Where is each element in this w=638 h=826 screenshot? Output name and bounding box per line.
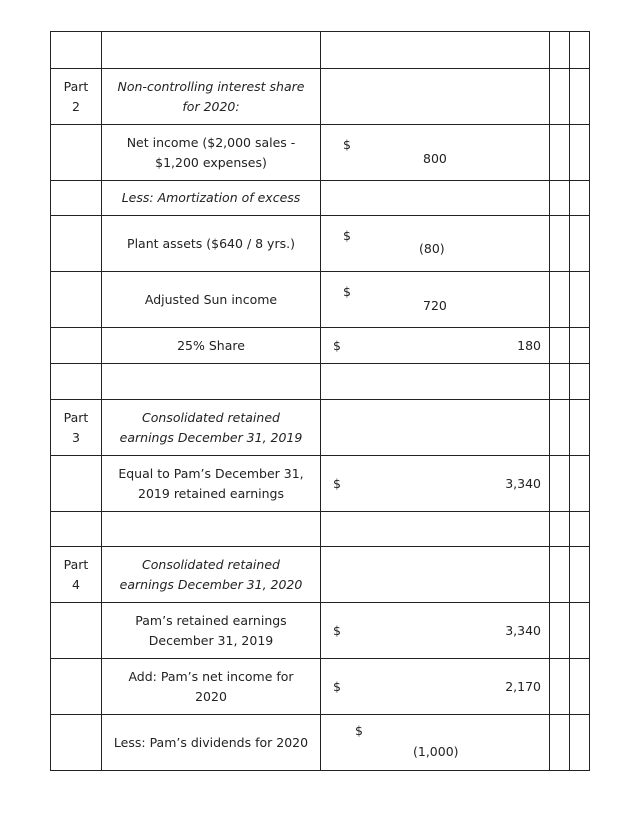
description-cell <box>102 125 321 181</box>
extra-column-cell <box>550 125 570 181</box>
part-cell <box>51 216 102 272</box>
part-cell <box>51 715 102 771</box>
extra-column-cell <box>550 32 570 69</box>
amount-cell <box>321 181 550 216</box>
table-row <box>51 512 590 547</box>
amount-value: 720 <box>423 298 447 313</box>
amount-cell <box>321 547 550 603</box>
amount-cell <box>321 272 550 328</box>
amount-cell <box>321 69 550 125</box>
section-heading-line-1: Consolidated retained <box>142 556 280 572</box>
part-label-line-1: Part <box>63 556 89 572</box>
description-cell: Less: Amortization of excess <box>102 181 321 216</box>
section-heading-line-1: Consolidated retained <box>142 409 280 425</box>
part-label-line-1: Part <box>63 78 89 94</box>
table-row <box>51 603 590 659</box>
table-row <box>51 328 590 364</box>
description-line-2: 2020 <box>195 688 227 704</box>
currency-symbol: $ <box>333 678 341 694</box>
amount-cell <box>321 364 550 400</box>
extra-column-cell <box>550 547 570 603</box>
extra-column-cell <box>570 216 590 272</box>
part-cell <box>51 32 102 69</box>
table-row <box>51 547 590 603</box>
description-cell: Less: Pam’s dividends for 2020 <box>102 715 321 771</box>
table-row <box>51 216 590 272</box>
extra-column-cell <box>570 456 590 512</box>
extra-column-cell <box>550 364 570 400</box>
amount-cell <box>321 125 550 181</box>
section-heading-line-1: Non-controlling interest share <box>117 78 305 94</box>
part-cell <box>51 181 102 216</box>
extra-column-cell <box>570 125 590 181</box>
extra-column-cell <box>550 328 570 364</box>
section-heading <box>102 400 321 456</box>
extra-column-cell <box>550 659 570 715</box>
part-cell <box>51 659 102 715</box>
currency-symbol: $ <box>333 622 341 638</box>
amount-value: 3,340 <box>505 622 541 638</box>
section-heading <box>102 547 321 603</box>
extra-column-cell <box>550 512 570 547</box>
description-line-2: December 31, 2019 <box>148 632 274 648</box>
description-cell <box>102 659 321 715</box>
description-line-1: Net income ($2,000 sales - <box>126 134 296 150</box>
description-line-1: Equal to Pam’s December 31, <box>118 465 304 481</box>
extra-column-cell <box>570 181 590 216</box>
amount-value: 800 <box>423 151 447 166</box>
currency-symbol: $ <box>333 337 341 353</box>
description-cell: Adjusted Sun income <box>102 272 321 328</box>
part-cell <box>51 272 102 328</box>
part-label-line-2: 4 <box>72 576 80 592</box>
description-cell <box>102 603 321 659</box>
part-cell <box>51 328 102 364</box>
extra-column-cell <box>570 328 590 364</box>
table-row <box>51 659 590 715</box>
extra-column-cell <box>550 715 570 771</box>
table-row <box>51 715 590 771</box>
amount-cell <box>321 715 550 771</box>
description-line-1: Add: Pam’s net income for <box>128 668 294 684</box>
table-row <box>51 272 590 328</box>
description-line-2: 2019 retained earnings <box>138 485 284 501</box>
part-cell <box>51 512 102 547</box>
extra-column-cell <box>570 32 590 69</box>
amount-cell <box>321 32 550 69</box>
description-cell <box>102 364 321 400</box>
extra-column-cell <box>570 69 590 125</box>
description-cell: 25% Share <box>102 328 321 364</box>
extra-column-cell <box>550 272 570 328</box>
amount-value: 180 <box>517 337 541 353</box>
part-label-line-1: Part <box>63 409 89 425</box>
extra-column-cell <box>570 547 590 603</box>
amount-value: 2,170 <box>505 678 541 694</box>
part-cell <box>51 603 102 659</box>
section-heading-line-2: for 2020: <box>182 98 240 114</box>
extra-column-cell <box>570 400 590 456</box>
description-cell <box>102 456 321 512</box>
amount-cell <box>321 603 550 659</box>
currency-symbol: $ <box>343 284 351 299</box>
description-line-1: Pam’s retained earnings <box>135 612 287 628</box>
part-cell <box>51 125 102 181</box>
amount-value: (1,000) <box>413 744 459 759</box>
amount-cell <box>321 400 550 456</box>
part-cell <box>51 456 102 512</box>
extra-column-cell <box>550 216 570 272</box>
description-cell <box>102 512 321 547</box>
part-label <box>51 69 102 125</box>
currency-symbol: $ <box>333 475 341 491</box>
table-row <box>51 181 590 216</box>
amount-cell <box>321 512 550 547</box>
amount-value: (80) <box>419 241 445 256</box>
section-heading <box>102 69 321 125</box>
extra-column-cell <box>550 181 570 216</box>
worksheet-table <box>50 31 590 771</box>
extra-column-cell <box>550 603 570 659</box>
part-label <box>51 547 102 603</box>
section-heading-line-2: earnings December 31, 2020 <box>119 576 303 592</box>
extra-column-cell <box>550 69 570 125</box>
description-cell <box>102 32 321 69</box>
extra-column-cell <box>570 272 590 328</box>
extra-column-cell <box>570 715 590 771</box>
extra-column-cell <box>570 364 590 400</box>
extra-column-cell <box>550 456 570 512</box>
part-cell <box>51 364 102 400</box>
section-heading-line-2: earnings December 31, 2019 <box>119 429 303 445</box>
table-row <box>51 69 590 125</box>
extra-column-cell <box>570 659 590 715</box>
extra-column-cell <box>550 400 570 456</box>
amount-value: 3,340 <box>505 475 541 491</box>
part-label-line-2: 2 <box>72 98 80 114</box>
part-label-line-2: 3 <box>72 429 80 445</box>
table-row <box>51 400 590 456</box>
extra-column-cell <box>570 603 590 659</box>
table-row <box>51 456 590 512</box>
extra-column-cell <box>570 512 590 547</box>
currency-symbol: $ <box>355 723 363 738</box>
table-row <box>51 364 590 400</box>
table-row <box>51 125 590 181</box>
table-row <box>51 32 590 69</box>
amount-cell <box>321 456 550 512</box>
description-cell: Plant assets ($640 / 8 yrs.) <box>102 216 321 272</box>
description-line-2: $1,200 expenses) <box>155 154 267 170</box>
amount-cell <box>321 328 550 364</box>
amount-cell <box>321 216 550 272</box>
currency-symbol: $ <box>343 137 351 152</box>
currency-symbol: $ <box>343 228 351 243</box>
part-label <box>51 400 102 456</box>
amount-cell <box>321 659 550 715</box>
